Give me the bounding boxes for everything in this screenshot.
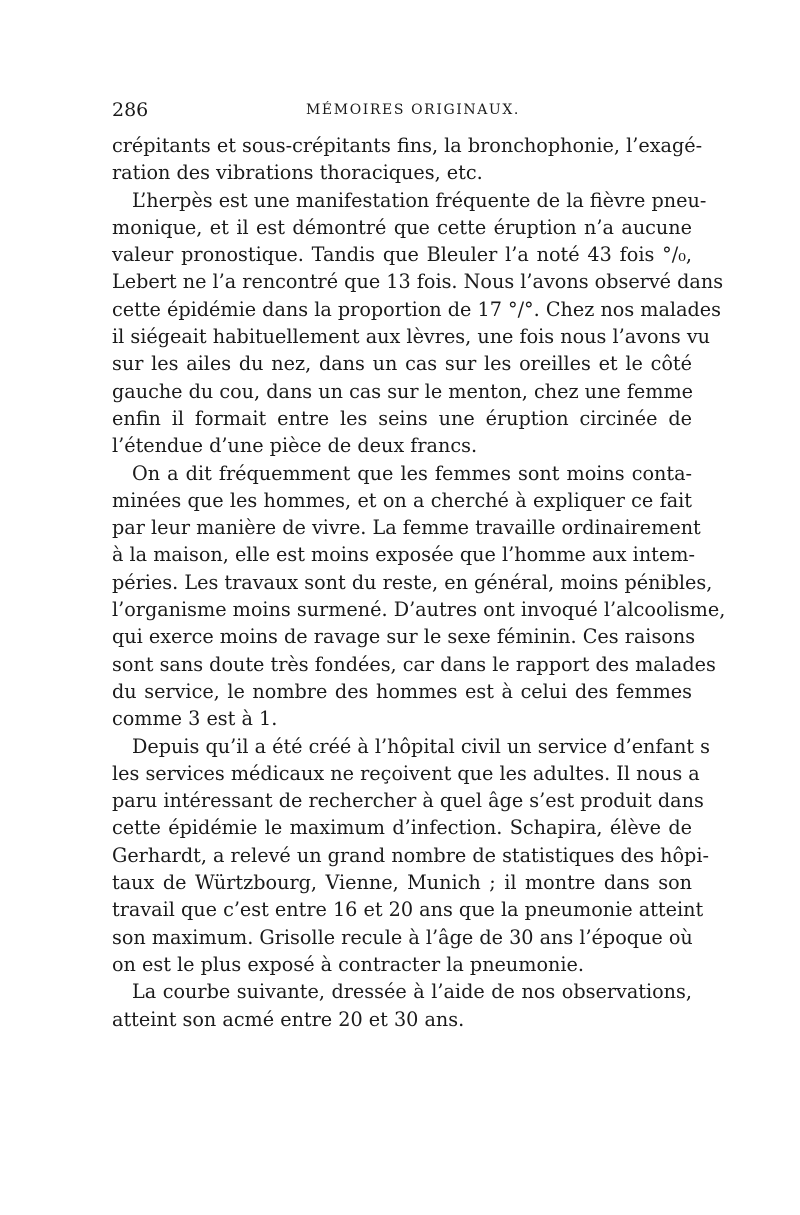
text-line: Lebert ne l’a rencontré que 13 fois. Nous l’avons observé dans [112,270,724,294]
text-line: Depuis qu’il a été créé à l’hôpital civil un service d’enfant s [132,734,710,758]
text-line: gauche du cou, dans un cas sur le menton, chez une femme [112,379,694,403]
text-line: enfin il formait entre les seins une éruption circinée de [112,406,692,430]
text-line: La courbe suivante, dressée à l’aide de nos observations, [132,980,692,1004]
text-line: L’herpès est une manifestation fréquente de la fièvre pneu- [132,188,707,212]
text-line: On a dit fréquemment que les femmes sont moins conta- [132,461,692,485]
text-line: paru intéressant de rechercher à quel âge s’est produit dans [112,789,704,813]
running-title: MÉMOIRES ORIGINAUX. [306,102,520,118]
text-line: sur les ailes du nez, dans un cas sur les oreilles et le côté [112,352,692,376]
text-line: Gerhardt, a relevé un grand nombre de statistiques des hôpi- [112,843,709,867]
text-line: crépitants et sous-crépitants fins, la bronchophonie, l’exagé- [112,134,703,157]
text-line: l’étendue d’une pièce de deux francs. [112,434,478,458]
text-line: l’organisme moins surmené. D’autres ont invoqué l’alcoolisme, [112,598,726,622]
text-line: atteint son acmé entre 20 et 30 ans. [112,1007,465,1031]
text-line: minées que les hommes, et on a cherché à expliquer ce fait [112,488,692,512]
text-line: du service, le nombre des hommes est à celui des femmes [112,679,692,703]
text-line: qui exerce moins de ravage sur le sexe féminin. Ces raisons [112,625,696,649]
text-line: ration des vibrations thoraciques, etc. [112,161,483,185]
paragraph-1 [112,132,703,187]
text-line: monique, et il est démontré que cette éruption n’a aucune [112,215,692,239]
paragraph-2 [112,187,724,460]
text-line: péries. Les travaux sont du reste, en général, moins pénibles, [112,570,713,594]
text-line: taux de Würtzbourg, Vienne, Munich ; il montre dans son [112,871,692,895]
text-line: les services médicaux ne reçoivent que les adultes. Il nous a [112,761,700,785]
text-line: cette épidémie dans la proportion de 17 °/°. Chez nos malades [112,297,721,321]
text-line: on est le plus exposé à contracter la pneumonie. [112,952,584,976]
text-line: son maximum. Grisolle recule à l’âge de 30 ans l’époque où [112,925,693,949]
body-text [112,132,726,1033]
paragraph-4 [112,733,710,979]
text-line: à la maison, elle est moins exposée que l’homme aux intem- [112,543,695,567]
paragraph-5 [112,978,692,1033]
paragraph-3 [112,460,726,733]
text-line: valeur pronostique. Tandis que Bleuler l’a noté 43 fois °/₀, [112,243,692,267]
text-line: travail que c’est entre 16 et 20 ans que la pneumonie atteint [112,898,704,922]
page-header [112,97,692,123]
text-line: sont sans doute très fondées, car dans le rapport des malades [112,652,716,676]
page-number: 286 [112,99,149,121]
text-line: il siégeait habituellement aux lèvres, une fois nous l’avons vu [112,325,711,349]
text-line: comme 3 est à 1. [112,707,278,731]
text-line: par leur manière de vivre. La femme travaille ordinairement [112,516,701,540]
text-line: cette épidémie le maximum d’infection. Schapira, élève de [112,816,692,840]
